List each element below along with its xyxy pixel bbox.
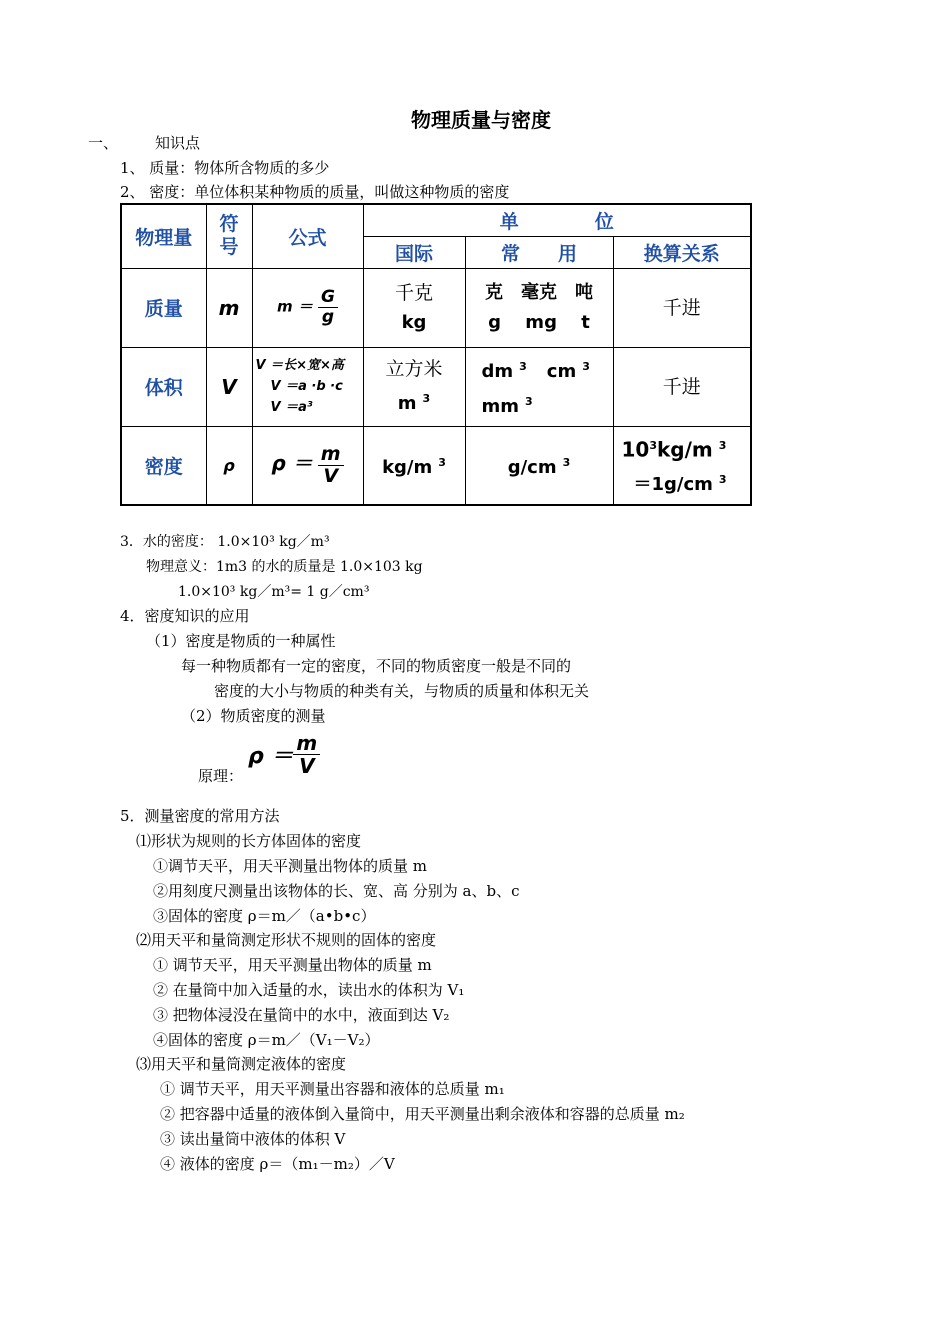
item-mass-def: 1、 质量：物体所含物质的多少 — [120, 159, 330, 177]
units-table — [120, 203, 752, 506]
conv-density-kgm-exp: 3 — [718, 438, 727, 452]
principle-fraction — [293, 732, 320, 777]
header-formula: 公式 — [252, 204, 363, 268]
intl-volume-exp: 3 — [422, 392, 431, 405]
conv-density — [613, 426, 751, 505]
item-density-def: 2、 密度：单位体积某种物质的质量，叫做这种物质的密度 — [120, 183, 510, 201]
section-4-1-line1: 每一种物质都有一定的密度，不同的物质密度一般是不同的 — [181, 657, 572, 675]
method-2: ⑵用天平和量筒测定形状不规则的固体的密度 — [136, 931, 437, 949]
header-intl: 国际 — [363, 236, 465, 268]
intl-density-exp: 3 — [438, 455, 446, 469]
method-2-step1: ① 调节天平，用天平测量出物体的质量 m — [153, 956, 432, 974]
physical-meaning: 物理意义：1m3 的水的质量是 1.0×103 kg — [146, 559, 423, 575]
conv-density-ten-exp: 3 — [649, 438, 657, 452]
method-2-step2: ② 在量筒中加入适量的水，读出水的体积为 V₁ — [153, 981, 465, 999]
formula-mass-lhs: m ＝ — [277, 298, 313, 316]
section-4-1: （1）密度是物质的一种属性 — [146, 632, 336, 650]
page-title: 物理质量与密度 — [411, 108, 551, 132]
conv-density-gcm-exp: 3 — [718, 472, 727, 486]
method-3-step2: ② 把容器中适量的液体倒入量筒中，用天平测量出剩余液体和容器的总质量 m₂ — [160, 1105, 685, 1123]
formula-density-lhs: ρ ＝ — [271, 450, 313, 475]
common-volume-line2 — [482, 387, 613, 422]
formula-volume-line1: V ＝长×宽×高 — [255, 358, 344, 373]
formula-mass-fraction — [318, 288, 338, 326]
formula-density-fraction — [318, 444, 344, 487]
conv-density-kgm: kg/m — [657, 437, 713, 462]
conv-density-gcm: ＝1g/cm — [633, 473, 713, 495]
table-row-density — [121, 426, 751, 505]
symbol-density: ρ — [206, 426, 252, 505]
common-density-exp: 3 — [562, 455, 571, 469]
intl-mass-en: kg — [401, 311, 427, 333]
table-row-volume — [121, 347, 751, 426]
section-5-heading: 5．测量密度的常用方法 — [120, 807, 280, 825]
formula-mass-numerator: G — [318, 288, 338, 308]
conv-density-ten: 10 — [621, 437, 650, 462]
common-volume-mm: mm — [481, 395, 520, 417]
common-density-unit: g/cm — [507, 456, 557, 478]
formula-mass-denominator: g — [321, 307, 335, 327]
symbol-mass: m — [206, 268, 252, 347]
principle-lhs: ρ ＝ — [248, 744, 294, 769]
water-density: 3．水的密度： 1.0×10³ kg／m³ — [120, 534, 330, 550]
common-mass-en: g mg t — [488, 311, 590, 333]
common-volume-cm: cm — [546, 360, 577, 382]
common-volume-line1 — [482, 352, 613, 387]
method-1-step2: ②用刻度尺测量出该物体的长、宽、高 分别为 a、b、c — [153, 882, 520, 900]
section-4-heading: 4．密度知识的应用 — [120, 607, 250, 625]
intl-density-unit: kg/m — [382, 456, 433, 478]
intl-volume-cn: 立方米 — [385, 358, 443, 380]
header-quantity: 物理量 — [121, 204, 206, 268]
formula-volume — [252, 347, 363, 426]
intl-density — [363, 426, 465, 505]
intl-mass — [363, 268, 465, 347]
section-4-2: （2）物质密度的测量 — [181, 707, 326, 725]
method-1-step1: ①调节天平，用天平测量出物体的质量 m — [153, 857, 427, 875]
row-label-density: 密度 — [121, 426, 206, 505]
method-1: ⑴形状为规则的长方体固体的密度 — [136, 832, 362, 850]
unit-equivalence: 1.0×10³ kg／m³= 1 g／cm³ — [178, 584, 370, 600]
formula-volume-line2: V ＝a ·b ·c — [270, 379, 343, 394]
principle-denominator: V — [299, 754, 315, 778]
method-3: ⑶用天平和量筒测定液体的密度 — [136, 1055, 347, 1073]
common-volume-dm-exp: 3 — [519, 359, 527, 373]
common-volume-dm: dm — [481, 360, 514, 382]
principle-label: 原理： — [198, 767, 244, 785]
intl-mass-cn: 千克 — [394, 281, 433, 304]
formula-volume-line3: V ＝a³ — [270, 400, 313, 415]
formula-density-numerator: m — [318, 444, 344, 466]
formula-density-denominator: V — [323, 464, 339, 487]
method-3-step4: ④ 液体的密度 ρ＝（m₁－m₂）／V — [160, 1155, 395, 1173]
method-2-step4: ④固体的密度 ρ＝m／（V₁－V₂） — [153, 1031, 380, 1049]
section-4-1-line2: 密度的大小与物质的种类有关，与物质的质量和体积无关 — [214, 682, 590, 700]
header-conversion: 换算关系 — [613, 236, 751, 268]
table-row-mass — [121, 268, 751, 347]
header-common: 常 用 — [465, 236, 613, 268]
intl-volume — [363, 347, 465, 426]
section-number: 一、 — [88, 134, 119, 152]
conv-density-line1 — [622, 431, 751, 465]
method-3-step3: ③ 读出量筒中液体的体积 V — [160, 1130, 346, 1148]
formula-mass — [252, 268, 363, 347]
conv-volume: 千进 — [613, 347, 751, 426]
row-label-mass: 质量 — [121, 268, 206, 347]
section-heading: 知识点 — [155, 134, 201, 152]
principle-numerator: m — [293, 732, 320, 755]
common-volume-mm-exp: 3 — [525, 394, 533, 408]
method-1-step3: ③固体的密度 ρ＝m／（a•b•c） — [153, 907, 376, 925]
method-3-step1: ① 调节天平，用天平测量出容器和液体的总质量 m₁ — [160, 1080, 505, 1098]
common-mass-cn: 克 毫克 吨 — [485, 281, 593, 303]
common-volume — [465, 347, 613, 426]
symbol-volume: V — [206, 347, 252, 426]
method-2-step3: ③ 把物体浸没在量筒中的水中，液面到达 V₂ — [153, 1006, 450, 1024]
conv-mass: 千进 — [613, 268, 751, 347]
principle-formula — [248, 732, 320, 777]
common-mass — [465, 268, 613, 347]
intl-volume-en — [364, 384, 465, 419]
header-unit: 单 位 — [363, 204, 751, 236]
conv-density-line2 — [622, 465, 751, 500]
formula-density — [252, 426, 363, 505]
header-symbol: 符号 — [206, 204, 252, 268]
common-volume-cm-exp: 3 — [582, 359, 590, 373]
row-label-volume: 体积 — [121, 347, 206, 426]
common-density — [465, 426, 613, 505]
intl-volume-unit: m — [397, 393, 417, 414]
